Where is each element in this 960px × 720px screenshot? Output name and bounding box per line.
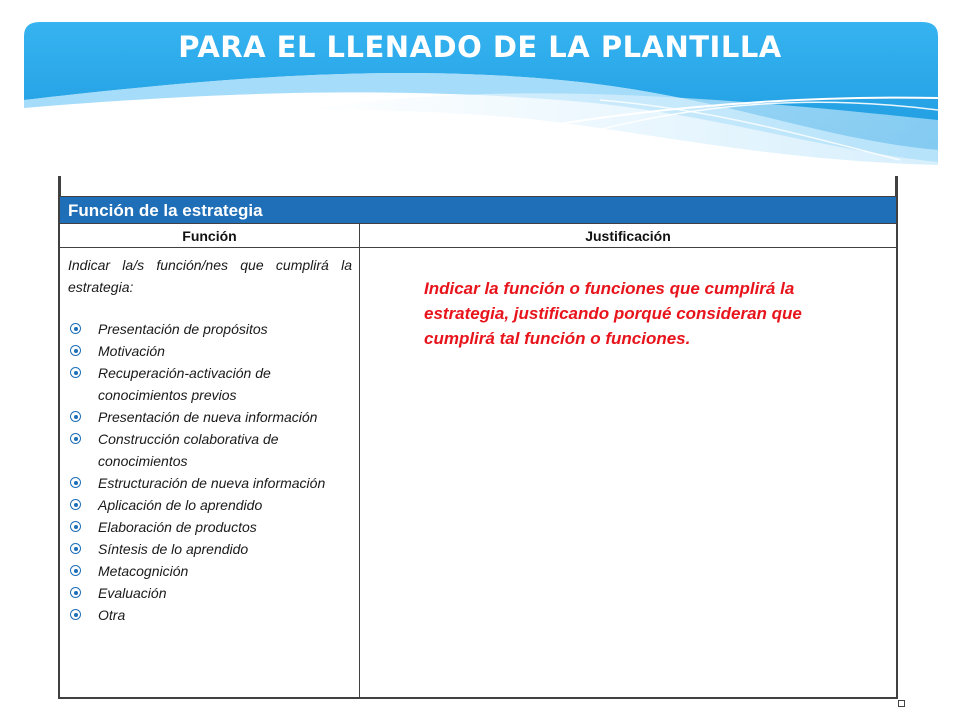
wave-banner-graphic	[0, 0, 960, 175]
radio-bullet-icon	[70, 345, 81, 356]
list-item: Otra	[68, 604, 358, 626]
radio-bullet-icon	[70, 587, 81, 598]
function-list	[68, 318, 358, 626]
radio-bullet-icon	[70, 367, 81, 378]
section-header: Función de la estrategia	[60, 196, 896, 224]
list-item: Construcción colaborativa de conocimientos	[68, 428, 358, 472]
list-item: Evaluación	[68, 582, 358, 604]
title-banner	[0, 0, 960, 175]
radio-bullet-icon	[70, 323, 81, 334]
radio-bullet-icon	[70, 477, 81, 488]
list-item: Presentación de propósitos	[68, 318, 358, 340]
table-top-edge	[60, 176, 896, 196]
radio-bullet-icon	[70, 543, 81, 554]
column-header-function: Función	[60, 224, 360, 248]
list-item: Síntesis de lo aprendido	[68, 538, 358, 560]
list-item: Aplicación de lo aprendido	[68, 494, 358, 516]
radio-bullet-icon	[70, 411, 81, 422]
list-item: Elaboración de productos	[68, 516, 358, 538]
list-item: Estructuración de nueva información	[68, 472, 358, 494]
list-item: Motivación	[68, 340, 358, 362]
justification-instructions: Indicar la función o funciones que cumplirá la estrategia, justificando porqué consideran que cumplirá tal función o funciones.	[424, 279, 802, 348]
radio-bullet-icon	[70, 521, 81, 532]
slide-title: PARA EL LLENADO DE LA PLANTILLA	[178, 30, 782, 64]
radio-bullet-icon	[70, 565, 81, 576]
radio-bullet-icon	[70, 499, 81, 510]
column-header-justification: Justificación	[360, 224, 896, 248]
slide-corner-mark	[898, 700, 905, 707]
column-divider	[359, 248, 360, 697]
strategy-template-table	[58, 176, 898, 699]
function-instructions: Indicar la/s función/nes que cumplirá la estrategia:	[68, 257, 352, 295]
radio-bullet-icon	[70, 609, 81, 620]
radio-bullet-icon	[70, 433, 81, 444]
list-item: Recuperación-activación de conocimientos previos	[68, 362, 358, 406]
list-item: Metacognición	[68, 560, 358, 582]
list-item: Presentación de nueva información	[68, 406, 358, 428]
